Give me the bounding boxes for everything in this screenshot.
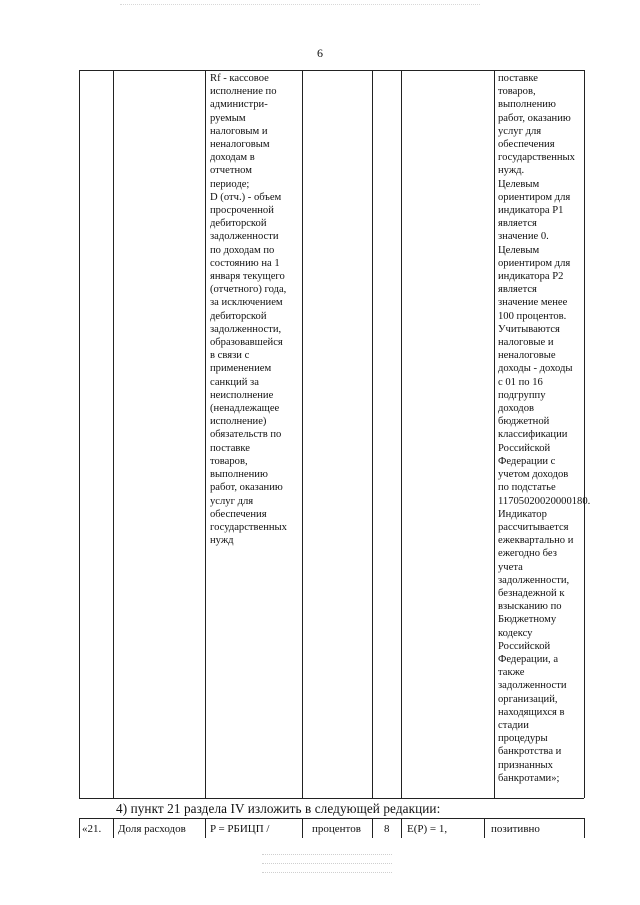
row-col-border-3 — [205, 818, 206, 838]
row-col-border-7 — [484, 818, 485, 838]
row-col-border-5 — [372, 818, 373, 838]
row-col-border-2 — [113, 818, 114, 838]
formula-description-cell: Rf - кассовое исполнение по администри- руемым налоговым и неналоговым доходам в отчетном периоде; D (отч.) - объем просроченной дебиторской задолженности по доходам по состоянию на 1 января текущего (отчетного) года, за исключением дебиторской задолженности, образовавшейся в связи с применением санкций за неисполнение (ненадлежащее исполнение) обязательств по поставке товаров, выполнению работ, оказанию услуг для обеспечения государственных нужд — [210, 73, 287, 547]
table-top-border — [79, 70, 584, 71]
table-col-border-7 — [494, 70, 495, 798]
table-col-border-3 — [205, 70, 206, 798]
table-col-border-5 — [372, 70, 373, 798]
table-bottom-border — [79, 798, 584, 799]
indicator-unit: процентов — [312, 823, 361, 835]
table-col-border-4 — [302, 70, 303, 798]
amendment-instruction: 4) пункт 21 раздела IV изложить в следующей редакции: — [116, 801, 441, 816]
scan-stamp-artifact — [262, 854, 392, 882]
scan-artifact — [120, 4, 480, 11]
table-col-border-1 — [79, 70, 80, 798]
indicator-name: Доля расходов — [118, 823, 186, 835]
row-col-border-4 — [302, 818, 303, 838]
page-number: 6 — [317, 46, 323, 60]
indicator-direction: позитивно — [491, 823, 540, 835]
indicator-weight: 8 — [384, 823, 390, 835]
row-number: «21. — [82, 823, 102, 835]
row-col-border-1 — [79, 818, 80, 838]
row-top-border — [79, 818, 584, 819]
criteria-description-cell: поставке товаров, выполнению работ, оказанию услуг для обеспечения государственных нужд. Целевым ориентиром для индикатора P1 является значение 0. Целевым ориентиром для индикатора P2 является значение менее 100 процентов. Учитываются налоговые и неналоговые доходы - доходы с 01 по 16 подгруппу доходов бюджетной классификации Российской Федерации с учетом доходов по подстатье 11705020020000180. Индикатор рассчитывается ежеквартально и ежегодно без учета задолженности, безнадежной к взысканию по Бюджетному кодексу Российской Федерации, а также задолженности организаций, находящихся в стадии процедуры банкротства и признанных банкротами»; — [498, 73, 591, 784]
table-col-border-2 — [113, 70, 114, 798]
table-col-border-6 — [401, 70, 402, 798]
indicator-formula: P = РБИЦП / — [210, 823, 270, 835]
indicator-evaluation: E(P) = 1, — [407, 823, 448, 835]
row-col-border-6 — [401, 818, 402, 838]
row-col-border-8 — [584, 818, 585, 838]
